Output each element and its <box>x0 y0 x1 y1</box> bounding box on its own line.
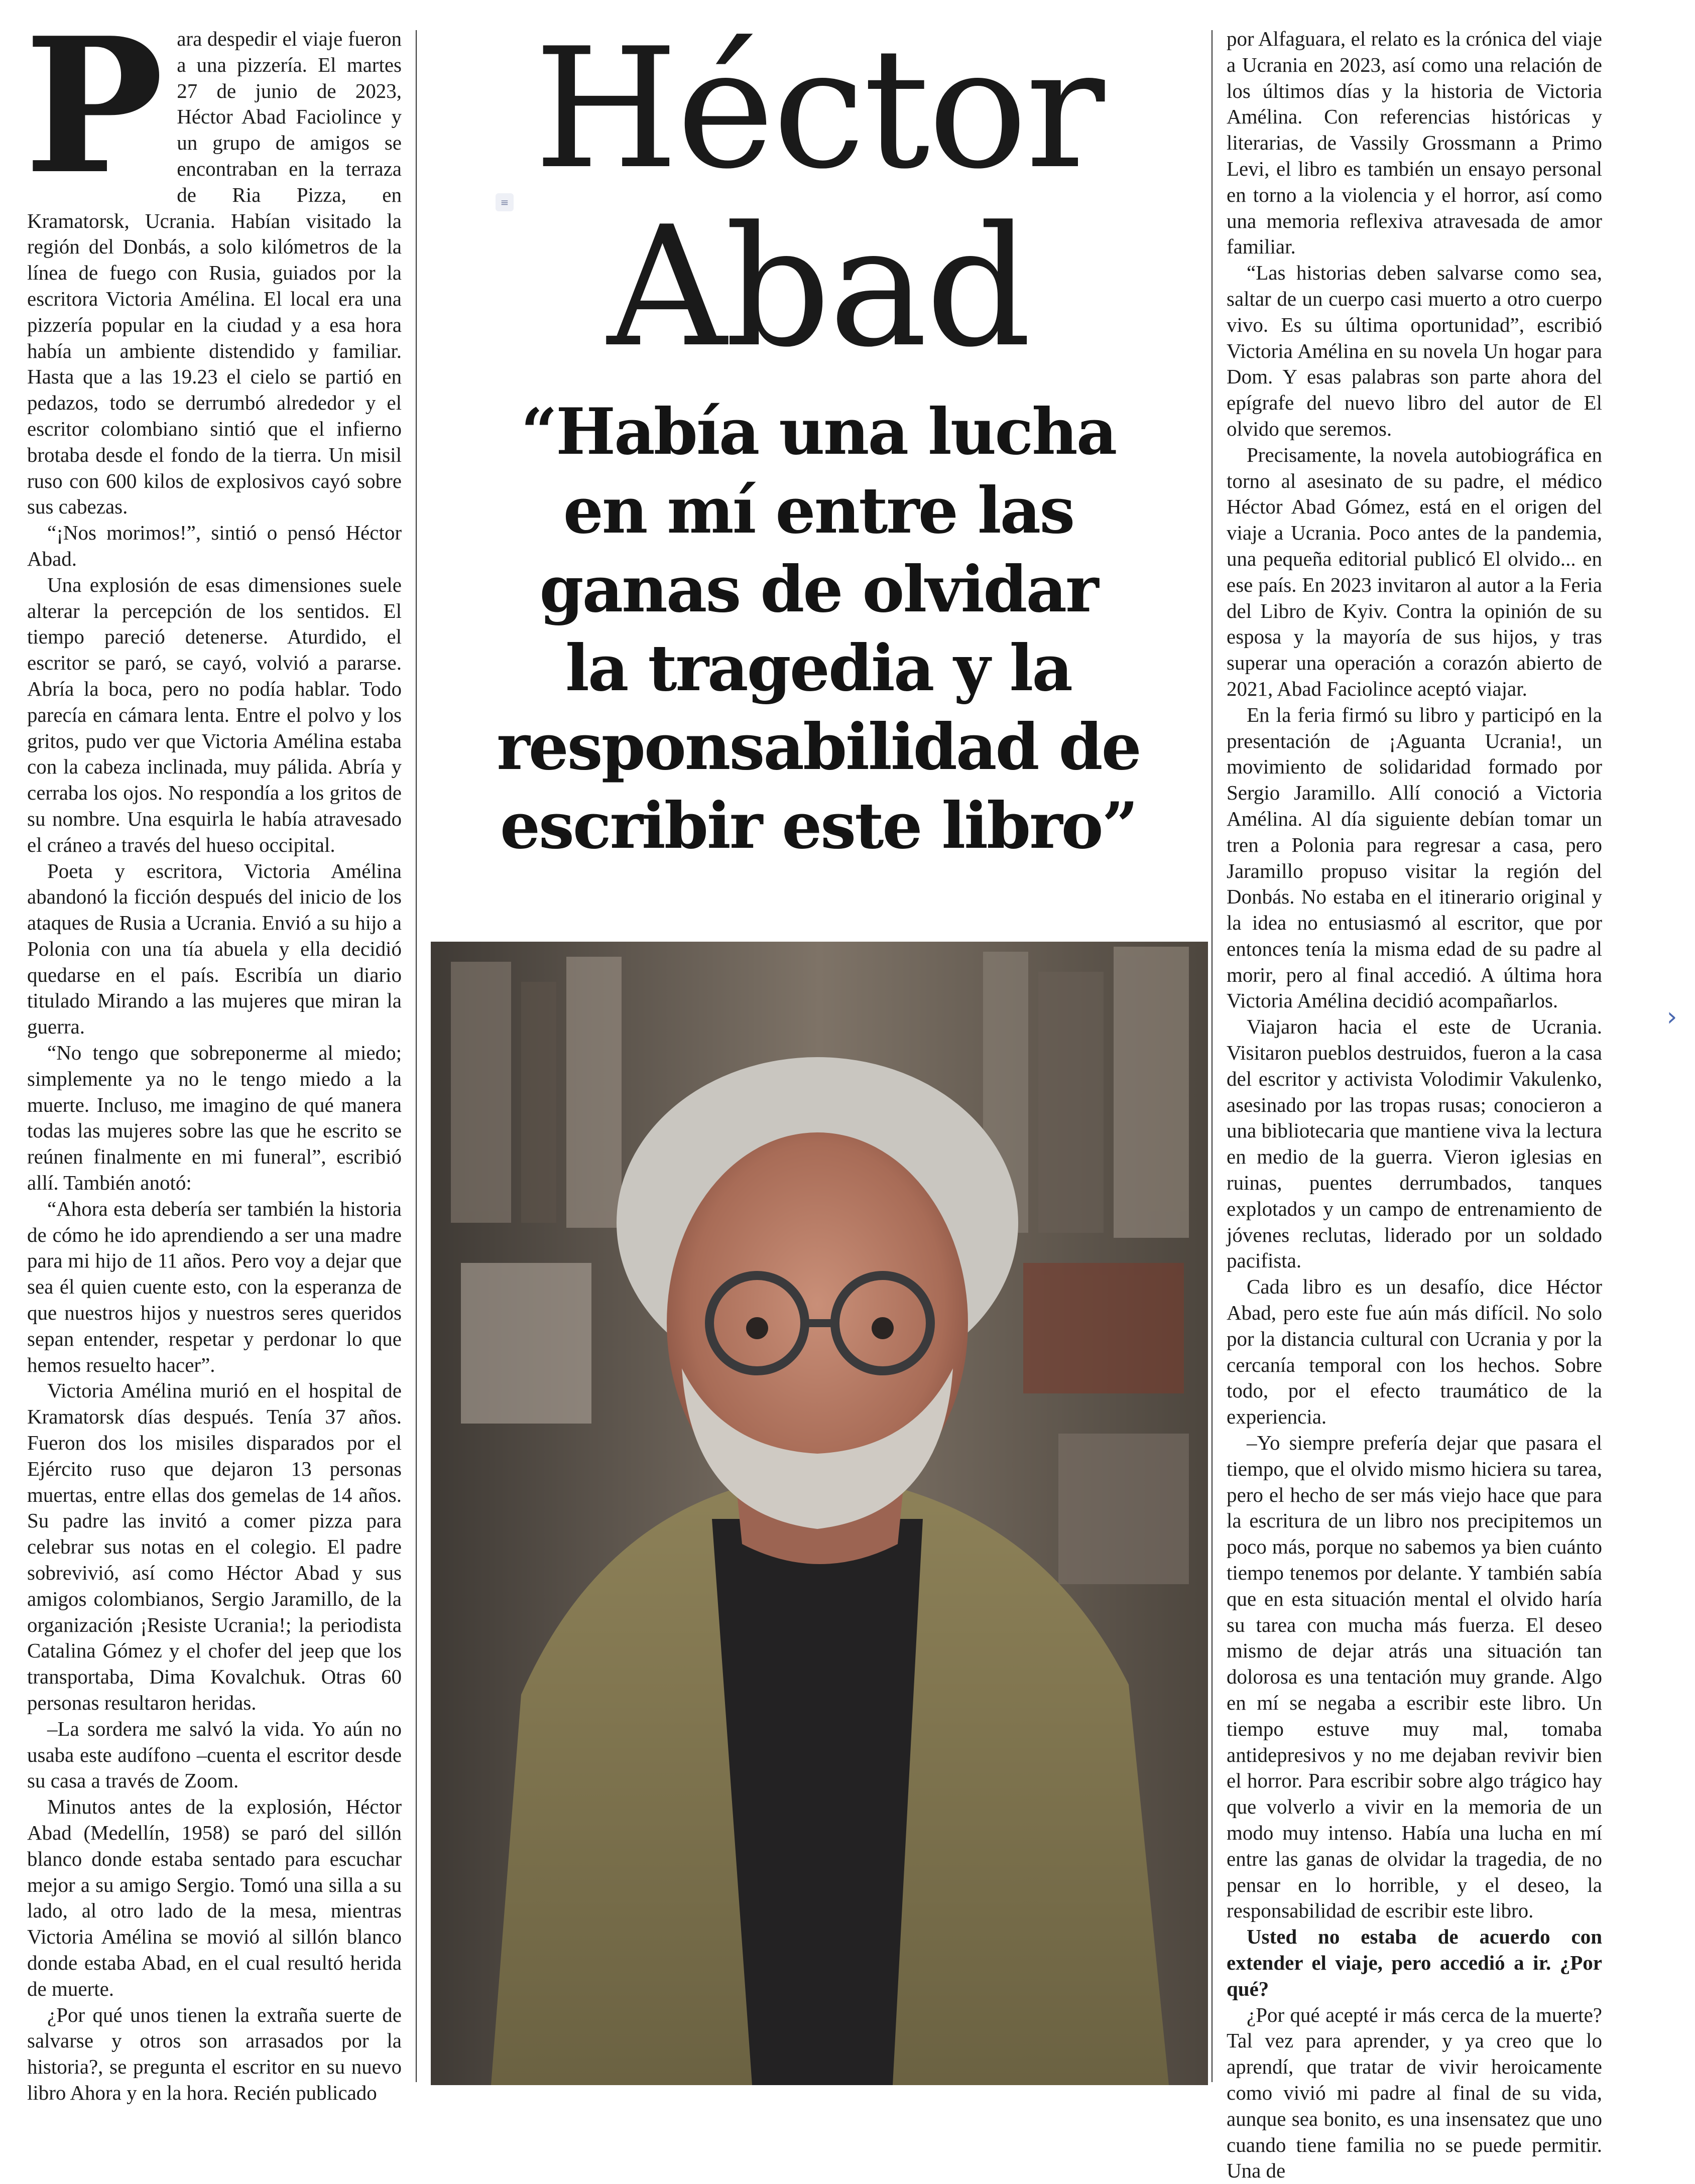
paragraph-text: ara despedir el viaje fueron a una pizzería. El martes 27 de junio de 2023, Héctor Abad Faciolince y un grupo de amigos se encontraban en la terraza de Ria Pizza, en Kramatorsk, Ucrania. Habían visitado la región del Donbás, a solo kilómetros de la línea de fuego con Rusia, guiados por la escritora Victoria Amélina. El local era una pizzería popular en la ciudad y a esa hora había un ambiente distendido y familiar. Hasta que a las 19.23 el cielo se partió en pedazos, todo se derrumbó alrededor y el escritor colombiano sintió que el infierno brotaba desde el fondo de la tierra. Un misil ruso con 600 kilos de explosivos cayó sobre sus cabezas. <box>27 27 402 519</box>
lead-paragraph <box>24 0 402 520</box>
paragraph: ¿Por qué unos tienen la extraña suerte de salvarse y otros son arrasados por la historia?, se pregunta el escritor en su nuevo libro Ahora y en la hora. Recién publicado <box>27 2003 402 2104</box>
chevron-right-icon[interactable]: › <box>1666 1002 1677 1032</box>
article-column-left <box>24 0 402 2106</box>
interview-answer: ¿Por qué acepté ir más cerca de la muerte? Tal vez para aprender, y ya creo que lo aprendí, que tratar de vivir heroicamente como vivió mi padre al final de su vida, aunque sea bonito, es una insensatez que uno cuando tiene familia no se puede permitir. Una de <box>1227 2003 1602 2182</box>
paragraph: por Alfaguara, el relato es la crónica del viaje a Ucrania en 2023, así como una relación de los últimos días y la historia de Victoria Amélina. Con referencias históricas y literarias, de Vassily Grossmann a Primo Levi, el libro es también un ensayo personal en torno a la violencia y el horror, así como una memoria reflexiva atravesada de amor familiar. <box>1227 27 1602 259</box>
column-rule-right <box>1212 30 1213 2082</box>
paragraph: “¡Nos morimos!”, sintió o pensó Héctor Abad. <box>27 521 402 570</box>
paragraph: –La sordera me salvó la vida. Yo aún no usaba este audífono –cuenta el escritor desde su casa a través de Zoom. <box>27 1717 402 1792</box>
paragraph: “No tengo que sobreponerme al miedo; simplemente ya no le tengo miedo a la muerte. Incluso, me imagino de qué manera todas las mujeres sobre las que he escrito se reúnen finalmente en mi funeral”, escribió allí. También anotó: <box>27 1041 402 1195</box>
pull-quote-line: responsabilidad de <box>497 710 1140 784</box>
pull-quote-line: “Había una lucha <box>521 395 1116 469</box>
paragraph: “Ahora esta debería ser también la historia de cómo he ido aprendiendo a ser una madre para mi hijo de 11 años. Pero voy a dejar que sea él quien cuente esto, con la esperanza de que nuestros hijos y nuestros seres queridos sepan entender, respetar y perdonar lo que hemos resuelto hacer”. <box>27 1197 402 1376</box>
pull-quote-line: en mí entre las <box>563 473 1074 548</box>
paragraph: Una explosión de esas dimensiones suele alterar la percepción de los sentidos. El tiempo pareció detenerse. Aturdido, el escritor se paró, se cayó, volvió a pararse. Abría la boca, pero no podía hablar. Todo parecía en cámara lenta. Entre el polvo y los gritos, pudo ver que Victoria Amélina estaba con la cabeza inclinada, muy pálida. Abría y cerraba los ojos. No respondía a los gritos de su nombre. Una esquirla le había atravesado el cráneo a través del hueso occipital. <box>27 573 402 856</box>
drop-cap: P <box>24 0 164 215</box>
paragraph: –Yo siempre prefería dejar que pasara el tiempo, que el olvido mismo hiciera su tarea, pero el hecho de ser más viejo hace que para la escritura de un libro nos precipitemos un poco más, porque no sabemos ya bien cuánto tiempo tenemos por delante. Y también sabía que en esta situación mental el olvido haría su tarea con mucha más fuerza. El deseo mismo de dejar atrás una situación tan dolorosa es una tentación muy grande. Algo en mí se negaba a escribir este libro. Un tiempo estuve muy mal, tomaba antidepresivos y no me dejaban revivir bien el horror. Para escribir sobre algo trágico hay que volverlo a vivir en la memoria de un modo muy intenso. Había una lucha en mí entre las ganas de olvidar la tragedia, de no pensar en lo horrible, y el deseo, la responsabilidad de escribir este libro. <box>1227 1431 1602 1922</box>
paragraph: Minutos antes de la explosión, Héctor Abad (Medellín, 1958) se paró del sillón blanco donde estaba sentado para escuchar mejor a su amigo Sergio. Tomó una silla a su lado, al otro lado de la mesa, mientras Victoria Amélina se movió al sillón blanco donde estaba Abad, en el cual resultó herida de muerte. <box>27 1795 402 2000</box>
paragraph: Cada libro es un desafío, dice Héctor Abad, pero este fue aún más difícil. No solo por la distancia cultural con Ucrania y por la cercanía temporal con los hechos. Sobre todo, por el efecto traumático de la experiencia. <box>1227 1275 1602 1429</box>
pull-quote-line: escribir este libro” <box>500 789 1137 863</box>
edit-note-icon[interactable]: ≡ <box>496 193 514 211</box>
pull-quote <box>442 393 1195 865</box>
paragraph: Viajaron hacia el este de Ucrania. Visitaron pueblos destruidos, fueron a la casa del escritor y activista Volodimir Vakulenko, asesinado por las tropas rusas; conocieron a una bibliotecaria que mantiene viva la lectura en medio de la guerra. Vieron iglesias en ruinas, puentes derrumbados, tanques explotados y un campo de entrenamiento de jóvenes reclutas, liderado por un soldado pacifista. <box>1227 1015 1602 1272</box>
pull-quote-line: la tragedia y la <box>565 631 1071 705</box>
paragraph: Poeta y escritora, Victoria Amélina abandonó la ficción después del inicio de los ataques de Rusia a Ucrania. Envió a su hijo a Polonia con una tía abuela y ella decidió quedarse en el país. Escribía un diario titulado Mirando a las mujeres que miran la guerra. <box>27 859 402 1039</box>
headline-name-last: Abad <box>607 191 1030 383</box>
column-rule-left <box>416 30 417 2082</box>
article-column-right <box>1227 26 1602 2184</box>
paragraph: Victoria Amélina murió en el hospital de Kramatorsk días después. Tenía 37 años. Fueron dos los misiles disparados por el Ejército ruso que dejaron 13 personas muertas, entre ellas dos gemelas de 14 años. Su padre las invitó a comer pizza para celebrar sus notas en el colegio. El padre sobrevivió, así como Héctor Abad y sus amigos colombianos, Sergio Jaramillo, de la organización ¡Resiste Ucrania!; la periodista Catalina Gómez y el chofer del jeep que los transportaba, Dima Kovalchuk. Otras 60 personas resultaron heridas. <box>27 1379 402 1714</box>
headline-name-first: Héctor <box>534 13 1103 205</box>
headline-name <box>442 13 1195 383</box>
pull-quote-line: ganas de olvidar <box>539 552 1098 626</box>
author-portrait-photo <box>431 942 1208 2085</box>
paragraph: “Las historias deben salvarse como sea, saltar de un cuerpo casi muerto a otro cuerpo vivo. Es su última oportunidad”, escribió Victoria Amélina en su novela Un hogar para Dom. Y esas palabras son parte ahora del epígrafe del nuevo libro del autor de El olvido que seremos. <box>1227 261 1602 440</box>
interview-question: Usted no estaba de acuerdo con extender el viaje, pero accedió a ir. ¿Por qué? <box>1227 1925 1602 2000</box>
paragraph: En la feria firmó su libro y participó en la presentación de ¡Aguanta Ucrania!, un movimiento de solidaridad formado por Sergio Jaramillo. Allí conoció a Victoria Amélina. Al día siguiente debían tomar un tren a Polonia para regresar a casa, pero Jaramillo propuso visitar la región del Donbás. No estaba en el itinerario original y la idea no entusiasmó al escritor, que por entonces tenía la misma edad de su padre al morir, pero al final accedió. A última hora Victoria Amélina decidió acompañarlos. <box>1227 703 1602 1012</box>
paragraph: Precisamente, la novela autobiográfica en torno al asesinato de su padre, el médico Héctor Abad Gómez, está en el origen del viaje a Ucrania. Poco antes de la pandemia, una pequeña editorial publicó El olvido... en ese país. En 2023 invitaron al autor a la Feria del Libro de Kyiv. Contra la opinión de su esposa y la mayoría de sus hijos, y tras superar una operación a corazón abierto de 2021, Abad Faciolince aceptó viajar. <box>1227 443 1602 700</box>
